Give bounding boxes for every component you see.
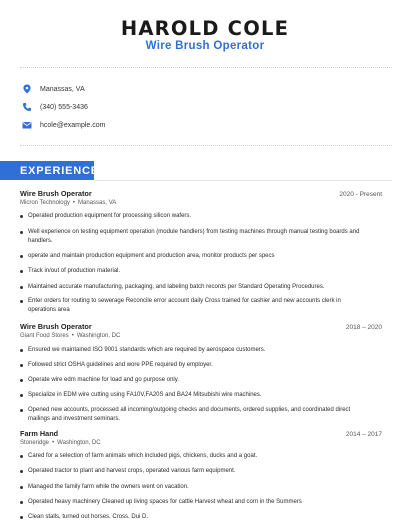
- email-text[interactable]: hcole@example.com: [40, 121, 106, 129]
- job-bullet: Opened new accounts, processed all incoming/outgoing checks and documents, ordered supplies, and coordinated direct mailings and investment seminars.: [20, 406, 370, 423]
- phone-text: (340) 555-3436: [40, 103, 88, 111]
- job-company-line: Giant Food Stores • Washington, DC: [20, 333, 121, 339]
- job-bullet: Operated heavy machinery Cleaned up living spaces for cattle Harvest wheat and corn in the Summers: [20, 498, 370, 507]
- contact-divider: [20, 145, 392, 146]
- header-divider: [20, 67, 392, 68]
- job-bullet: Specialize in EDM wire cutting using FA10V,FA20S and BA24 Mitsubishi wire machines.: [20, 391, 370, 400]
- contact-location: [22, 82, 85, 96]
- job-company: Stoneridge: [20, 440, 50, 446]
- phone-icon: [22, 102, 32, 112]
- job-bullet: Track in/out of production material.: [20, 267, 370, 276]
- job-bullet: Ensured we maintained ISO 9001 standards which are required by aerospace customers.: [20, 346, 370, 355]
- job-title: Wire Brush Operator: [20, 322, 92, 331]
- contact-email[interactable]: [22, 118, 105, 132]
- job-title: Wire Brush Operator: [20, 189, 92, 198]
- job-bullet: Operated tractor to plant and harvest crops, operated various farm equipment.: [20, 467, 370, 476]
- job-company: Giant Food Stores: [20, 333, 69, 339]
- experience-section-heading: EXPERIENCE: [0, 161, 94, 180]
- job-dates: 2018 – 2020: [345, 324, 382, 331]
- job-location: Washington, DC: [76, 333, 121, 339]
- job-company-line: Stoneridge • Washington, DC: [20, 440, 101, 446]
- job-bullet: Maintained accurate manufacturing, packaging, and labeling batch records per Standard Operating Procedures.: [20, 283, 370, 292]
- job-bullet: Enter orders for routing to sewerage Reconcile error account daily Cross trained for cashier and new accounts clerk in operations area: [20, 297, 370, 314]
- job-bullet: Operated production equipment for processing silicon wafers.: [20, 212, 370, 221]
- job-location: Washington, DC: [57, 440, 101, 446]
- job-entry: [20, 189, 382, 206]
- contact-phone: [22, 100, 88, 114]
- job-entry: [20, 429, 382, 446]
- job-dates: 2020 - Present: [339, 191, 382, 198]
- location-pin-icon: [22, 84, 32, 94]
- job-company-line: Micron Technology • Manassas, VA: [20, 200, 117, 206]
- job-bullet: Clean stalls, turned out horses. Cross. Dui D.: [20, 513, 370, 522]
- job-bullet: Cared for a selection of farm animals which included pigs, chickens, ducks and a goat.: [20, 452, 370, 461]
- job-title: Farm Hand: [20, 429, 59, 438]
- job-bullet: operate and maintain production equipment and production area, monitor products per specs: [20, 252, 370, 261]
- location-text: Manassas, VA: [40, 85, 85, 93]
- job-location: Manassas, VA: [78, 200, 117, 206]
- job-company: Micron Technology: [20, 200, 70, 206]
- job-dates: 2014 – 2017: [345, 431, 382, 438]
- job-entry: [20, 322, 382, 339]
- candidate-title: Wire Brush Operator: [145, 40, 265, 52]
- job-bullet: Well experience on testing equipment operation (module handlers) from testing machines through manual testing boards and handlers.: [20, 228, 370, 245]
- job-bullet: Followed strict OSHA guidelines and wore PPE required by employer.: [20, 361, 370, 370]
- email-icon: [22, 120, 32, 130]
- job-bullet: Operate wire edm machine for load and go purpose only.: [20, 376, 370, 385]
- job-bullet: Managed the family farm while the owners went on vacation.: [20, 483, 370, 492]
- section-underline: [94, 180, 392, 181]
- candidate-name: HAROLD COLE: [120, 17, 290, 40]
